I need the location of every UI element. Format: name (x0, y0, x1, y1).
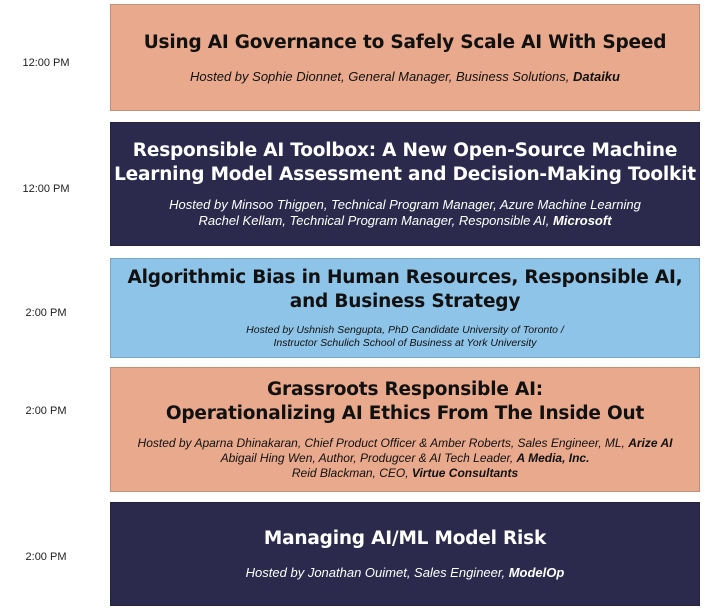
session-time: 2:00 PM (25, 405, 67, 417)
session-title (111, 266, 699, 314)
session-title-line: Grassroots Responsible AI: (267, 379, 543, 400)
host-line: Abigail Hing Wen, Author, Produgcer & AI Tech Leader, A Media, Inc. (220, 451, 590, 465)
session-card (110, 258, 700, 358)
session-title-line: Using AI Governance to Safely Scale AI With Speed (143, 31, 667, 53)
session-hosts (111, 197, 699, 229)
session-time: 2:00 PM (25, 307, 67, 319)
host-line: Hosted by Ushnish Sengupta, PhD Candidate University of Toronto / (246, 324, 564, 336)
session-title (111, 139, 699, 187)
session-card (110, 367, 700, 492)
session-title-line: and Business Strategy (289, 291, 521, 312)
host-line: Rachel Kellam, Technical Program Manager, Responsible AI, Microsoft (198, 213, 612, 228)
session-title (111, 527, 699, 551)
session-card (110, 4, 700, 111)
session-hosts (111, 324, 699, 350)
session-title-line: Responsible AI Toolbox: A New Open-Source Machine (132, 140, 678, 161)
host-line: Hosted by Minsoo Thigpen, Technical Program Manager, Azure Machine Learning (169, 197, 641, 212)
session-title (111, 31, 699, 55)
session-title-line: Operationalizing AI Ethics From The Inside Out (165, 403, 645, 424)
session-card (110, 122, 700, 246)
session-card (110, 502, 700, 606)
session-hosts (111, 69, 699, 85)
session-time: 12:00 PM (22, 183, 70, 195)
session-hosts (111, 436, 699, 481)
session-title-line: Learning Model Assessment and Decision-Making Toolkit (114, 164, 696, 185)
host-line: Hosted by Jonathan Ouimet, Sales Engineer, ModelOp (245, 565, 565, 580)
host-line: Hosted by Sophie Dionnet, General Manager, Business Solutions, Dataiku (190, 68, 620, 84)
session-hosts (111, 565, 699, 581)
session-title-line: Algorithmic Bias in Human Resources, Responsible AI, (127, 267, 683, 288)
host-line: Hosted by Aparna Dhinakaran, Chief Product Officer & Amber Roberts, Sales Engineer, ML, Arize AI (137, 436, 673, 450)
session-time: 12:00 PM (22, 57, 70, 69)
host-line: Reid Blackman, CEO, Virtue Consultants (291, 466, 519, 480)
session-time: 2:00 PM (25, 551, 67, 563)
session-title-line: Managing AI/ML Model Risk (263, 528, 547, 549)
session-title (111, 378, 699, 426)
host-line: Instructor Schulich School of Business at York University (273, 337, 537, 349)
